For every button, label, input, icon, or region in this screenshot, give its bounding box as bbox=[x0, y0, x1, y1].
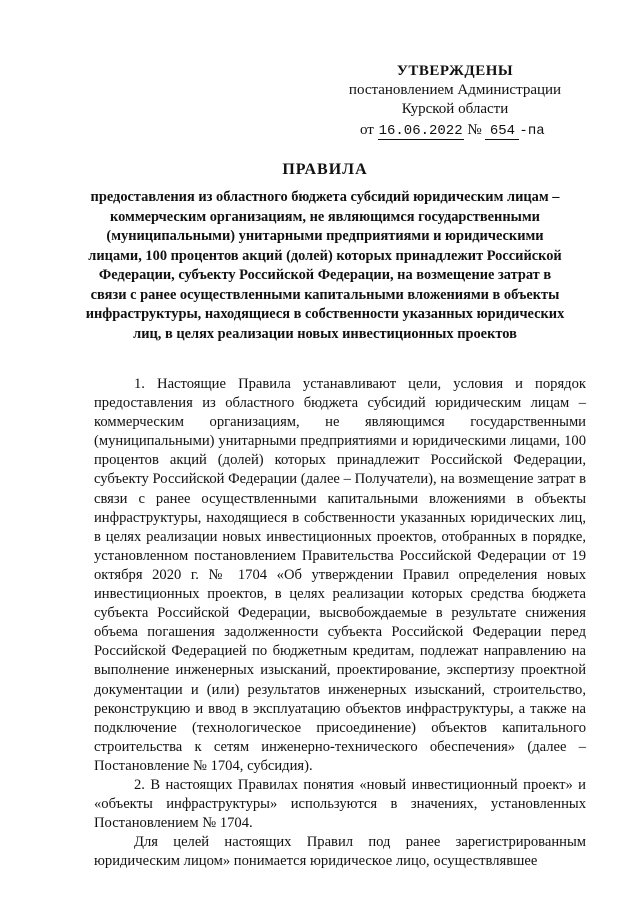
approval-number-suffix: -па bbox=[519, 123, 545, 139]
document-title-block bbox=[80, 160, 570, 344]
approval-block bbox=[330, 62, 580, 141]
approval-date: 16.06.2022 bbox=[378, 123, 463, 139]
document-subtitle: предоставления из областного бюджета субсидий юридическим лицам – коммерческим организациям, не являющимся государственными (муниципальными) унитарными предприятиями и юридическими лицами, 100 процентов акций (долей) которых принадлежит Российской Федерации, субъекту Российской Федерации, на возмещение затрат в связи с ранее осуществленными капитальными вложениями в объекты инфраструктуры, находящиеся в собственности указанных юридических лиц, в целях реализации новых инвестиционных проектов bbox=[85, 189, 565, 342]
document-title: ПРАВИЛА bbox=[282, 161, 368, 178]
paragraph-3: Для целей настоящих Правил под ранее зарегистрированным юридическим лицом» понимается юридическое лицо, осуществлявшее bbox=[94, 834, 586, 870]
approval-heading: УТВЕРЖДЕНЫ bbox=[396, 63, 514, 79]
approval-line-2: Курской области bbox=[401, 101, 509, 117]
paragraph-2: 2. В настоящих Правилах понятия «новый инвестиционный проект» и «объекты инфраструктуры» используются в значениях, установленных Постановлением № 1704. bbox=[94, 776, 586, 832]
from-label: от bbox=[360, 122, 374, 138]
document-body bbox=[94, 375, 586, 871]
approval-date-line bbox=[330, 121, 580, 141]
approval-number: 654 bbox=[485, 123, 519, 140]
paragraph-1: 1. Настоящие Правила устанавливают цели, условия и порядок предоставления из областного бюджета субсидий юридическим лицам – коммерческим организациям, не являющимся государственными (муниципальными) унитарными предприятиями и юридическими лицами, 100 процентов акций (долей) которых принадлежит Российской Федерации, субъекту Российской Федерации (далее – Получатели), на возмещение затрат в связи с ранее осуществленными капитальными вложениями в объекты инфраструктуры, находящиеся в собственности указанных юридических лиц, в целях реализации новых инвестиционных проектов, отобранных в порядке, установленном постановлением Правительства Российской Федерации от 19 октября 2020 г. № 1704 «Об утверждении Правил определения новых инвестиционных проектов, в целях реализации которых средства бюджета субъекта Российской Федерации, высвобождаемые в результате снижения объема погашения задолженности субъекта Российской Федерации перед Российской Федерацией по бюджетным кредитам, подлежат направлению на выполнение инженерных изысканий, проектирование, экспертизу проектной документации и (или) результатов инженерных изысканий, строительство, реконструкцию и ввод в эксплуатацию объектов инфраструктуры, а также на подключение (технологическое присоединение) объектов капитального строительства к сетям инженерно-технического обеспечения» (далее – Постановление № 1704, субсидия). bbox=[94, 376, 586, 774]
number-label: № bbox=[467, 122, 482, 138]
approval-line-1: постановлением Администрации bbox=[348, 82, 562, 98]
